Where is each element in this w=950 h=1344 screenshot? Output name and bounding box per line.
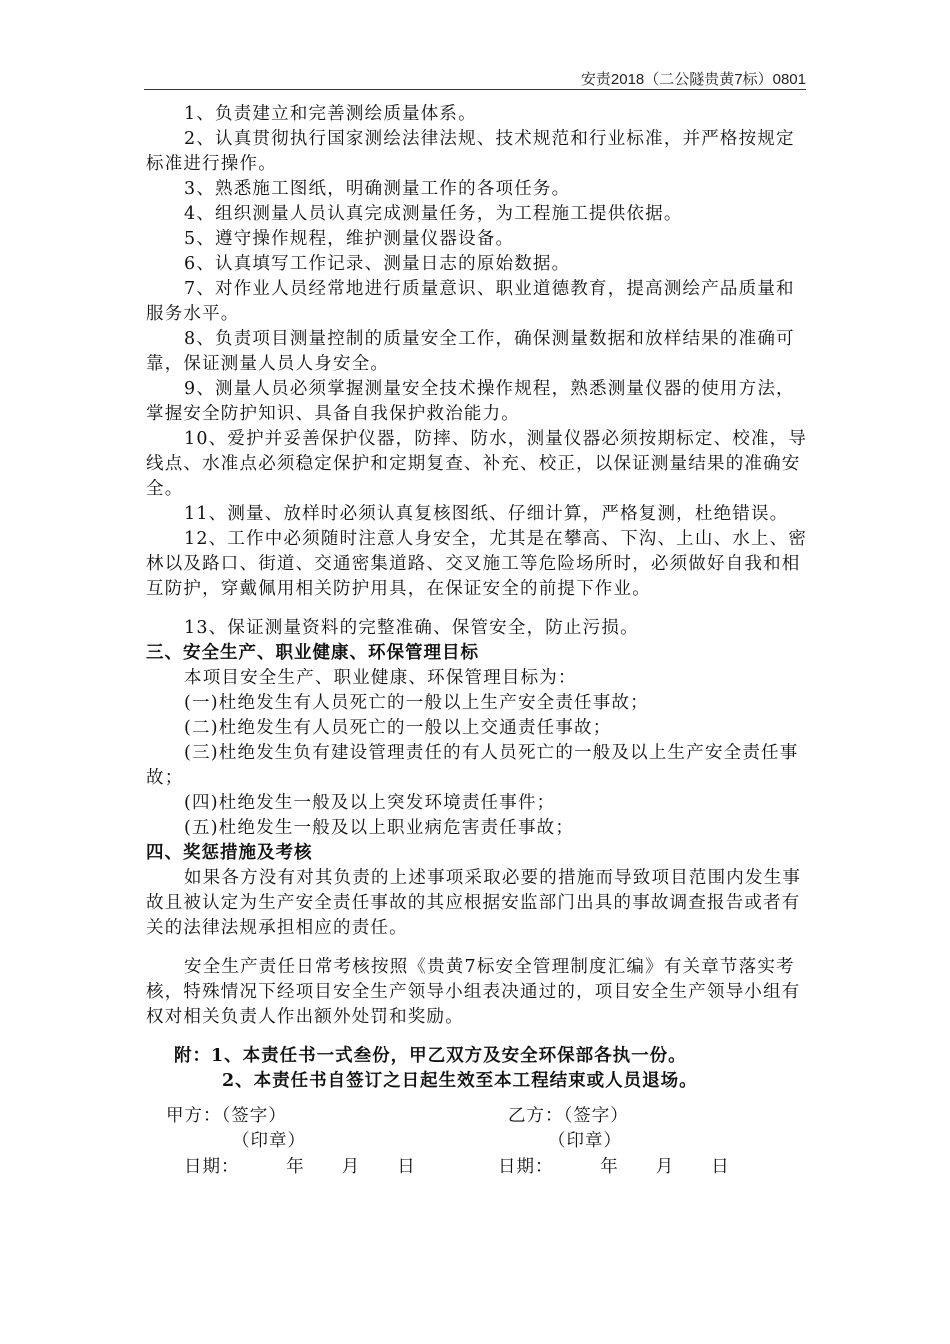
duty-item-8: 8、负责项目测量控制的质量安全工作，确保测量数据和放样结果的准确可靠，保证测量人员人身安全。 [146,329,795,374]
goal-item-3: (三)杜绝发生负有建设管理责任的有人员死亡的一般及以上生产安全责任事故； [146,743,799,788]
document-reference-number: 安责2018（二公隧贵黄7标）0801 [580,71,806,88]
goal-item-4: (四)杜绝发生一般及以上突发环境责任事件； [184,793,556,813]
duty-item-6: 6、认真填写工作记录、测量日志的原始数据。 [184,254,571,274]
goal-item-2: (二)杜绝发生有人员死亡的一般以上交通责任事故； [184,718,612,738]
goal-item-1: (一)杜绝发生有人员死亡的一般以上生产安全责任事故； [184,693,649,713]
section-4-paragraph-1: 如果各方没有对其负责的上述事项采取必要的措施而导致项目范围内发生事故且被认定为生产安全责任事故的其应根据安监部门出具的事故调查报告或者有关的法律法规承担相应的责任。 [146,868,802,938]
duty-item-3: 3、熟悉施工图纸，明确测量工作的各项任务。 [184,179,571,199]
appendix-note-2: 2、本责任书自签订之日起生效至本工程结束或人员退场。 [222,1071,698,1091]
signature-block [146,1104,808,1188]
goal-item-5: (五)杜绝发生一般及以上职业病危害责任事故； [184,818,575,838]
document-body [146,102,808,1188]
section-3-intro: 本项目安全生产、职业健康、环保管理目标为： [184,668,577,688]
duty-item-2: 2、认真贯彻执行国家测绘法律法规、技术规范和行业标准，并严格按规定标准进行操作。 [146,129,795,174]
header-divider [144,89,806,90]
duty-item-12: 12、工作中必须随时注意人身安全，尤其是在攀高、下沟、上山、水上、密林以及路口、街道、交通密集道路、交叉施工等危险场所时，必须做好自我和相互防护，穿戴佩用相关防护用具，在保证安全的前提下作业。 [146,529,808,599]
section-4-paragraph-2: 安全生产责任日常考核按照《贵黄7标安全管理制度汇编》有关章节落实考核，特殊情况下经项目安全生产领导小组表决通过的，项目安全生产领导小组有权对相关负责人作出额外处罚和奖励。 [146,957,801,1027]
duty-item-4: 4、组织测量人员认真完成测量任务，为工程施工提供依据。 [184,204,683,224]
party-b-date-label: 日期： 年 月 日 [498,1157,730,1177]
duty-item-1: 1、负责建立和完善测绘质量体系。 [184,104,477,124]
party-b-signature-label: 乙方：（签字） [508,1106,629,1126]
duty-item-5: 5、遵守操作规程，维护测量仪器设备。 [184,229,515,249]
duty-item-13: 13、保证测量资料的完整准确、保管安全，防止污损。 [184,618,639,638]
section-4-heading: 四、奖惩措施及考核 [146,843,313,863]
duty-item-10: 10、爱护并妥善保护仪器，防摔、防水，测量仪器必须按期标定、校准，导线点、水准点必须稳定保护和定期复查、补充、校正，以保证测量结果的准确安全。 [146,429,808,499]
duty-item-9: 9、测量人员必须掌握测量安全技术操作规程，熟悉测量仪器的使用方法，掌握安全防护知识、具备自我保护救治能力。 [146,379,795,424]
appendix-note-1: 附：1、本责任书一式叁份，甲乙双方及安全环保部各执一份。 [174,1046,687,1066]
party-b-seal-label: （印章） [548,1131,622,1151]
duty-item-11: 11、测量、放样时必须认真复核图纸、仔细计算，严格复测，杜绝错误。 [184,504,789,524]
party-a-date-label: 日期： 年 月 日 [184,1157,416,1177]
section-3-heading: 三、安全生产、职业健康、环保管理目标 [146,643,479,663]
party-a-signature-label: 甲方：（签字） [166,1106,287,1126]
duty-item-7: 7、对作业人员经常地进行质量意识、职业道德教育，提高测绘产品质量和服务水平。 [146,279,795,324]
party-a-seal-label: （印章） [232,1131,306,1151]
